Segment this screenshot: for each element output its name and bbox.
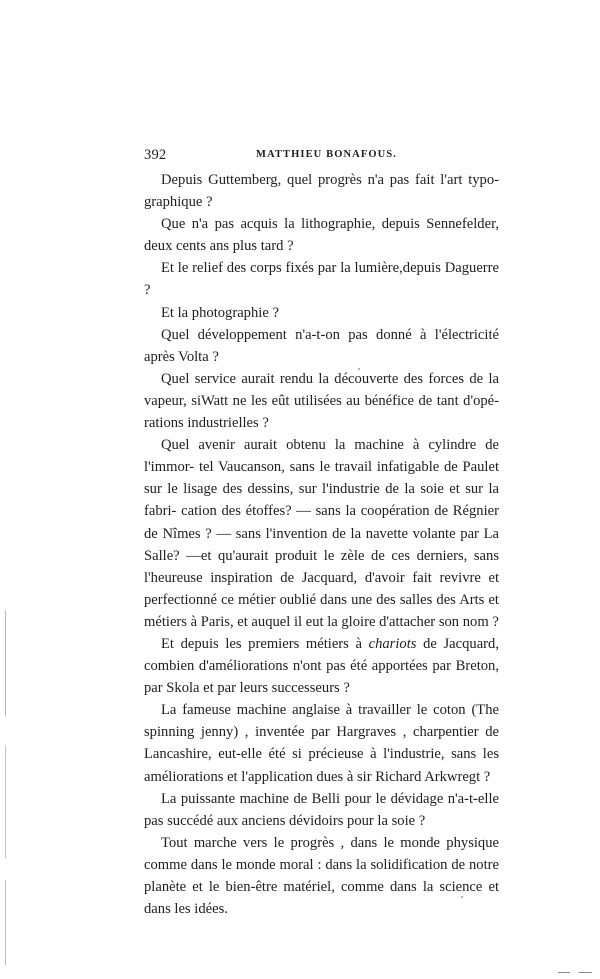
paper-speck bbox=[358, 368, 360, 370]
paper-speck bbox=[461, 896, 463, 898]
paragraph-spinning-jenny: La fameuse machine anglaise à travailler le coton (The spinning jenny) , inventée par Hargraves , charpentier de Lancashire, eut-elle été si précieuse à l'industrie, sans les améliorations et l'application dues à sir Richard Arkwregt ? bbox=[144, 702, 499, 785]
paragraph-chariots: Et depuis les premiers métiers à chariots de Jacquard, combien d'améliorations n'ont pas été apportées par Breton, par Skola et par leurs successeurs ? bbox=[144, 635, 499, 697]
paragraph-photographie: Et la photographie ? bbox=[161, 304, 279, 321]
paragraph-volta: Quel développement n'a-t-on pas donné à l'électricité après Volta ? bbox=[144, 326, 499, 365]
page-number: 392 bbox=[144, 147, 167, 163]
running-title: MATTHIEU BONAFOUS. bbox=[256, 149, 397, 160]
paragraph-belli: La puissante machine de Belli pour le dévidage n'a-t-elle pas succédé aux anciens dévidoirs pour la soie ? bbox=[144, 790, 499, 829]
paragraph-progres: Tout marche vers le progrès , dans le monde physique comme dans le monde moral : dans la solidification de notre planète et le bien-être matériel, comme dans la science et dans les idées. bbox=[144, 834, 499, 918]
italic-chariots: chariots bbox=[368, 635, 417, 652]
scan-margin-line bbox=[5, 610, 6, 965]
page-header bbox=[144, 147, 499, 167]
paragraph-watt: Quel service aurait rendu la découverte des forces de la vapeur, siWatt ne les eût utilisées au bénéfice de tant d'opé- rations industrielles ? bbox=[144, 370, 499, 432]
scan-corner-mark bbox=[558, 972, 592, 973]
paragraph-vaucanson: Quel avenir aurait obtenu la machine à cylindre de l'immor- tel Vaucanson, sans le travail infatigable de Paulet sur le lisage des dessins, sur l'industrie de la soie et sur la fabri- cation des étoffes? — sans la coopération de Régnier de Nîmes ? — sans l'invention de la navette volante par La Salle? —et qu'aurait produit le zèle de ces derniers, sans l'heureuse inspiration de Jacquard, d'avoir fait revivre et perfectionné ce métier oublié dans une des salles des Arts et métiers à Paris, et auquel il eut la gloire d'attacher son nom ? bbox=[144, 437, 500, 630]
paragraph-lithographie: Que n'a pas acquis la lithographie, depuis Sennefelder, deux cents ans plus tard ? bbox=[144, 216, 499, 255]
paragraph-daguerre: Et le relief des corps fixés par la lumière,depuis Daguerre ? bbox=[144, 260, 499, 299]
body-text bbox=[144, 169, 499, 920]
paragraph-guttemberg: Depuis Guttemberg, quel progrès n'a pas fait l'art typo- graphique ? bbox=[144, 172, 499, 211]
